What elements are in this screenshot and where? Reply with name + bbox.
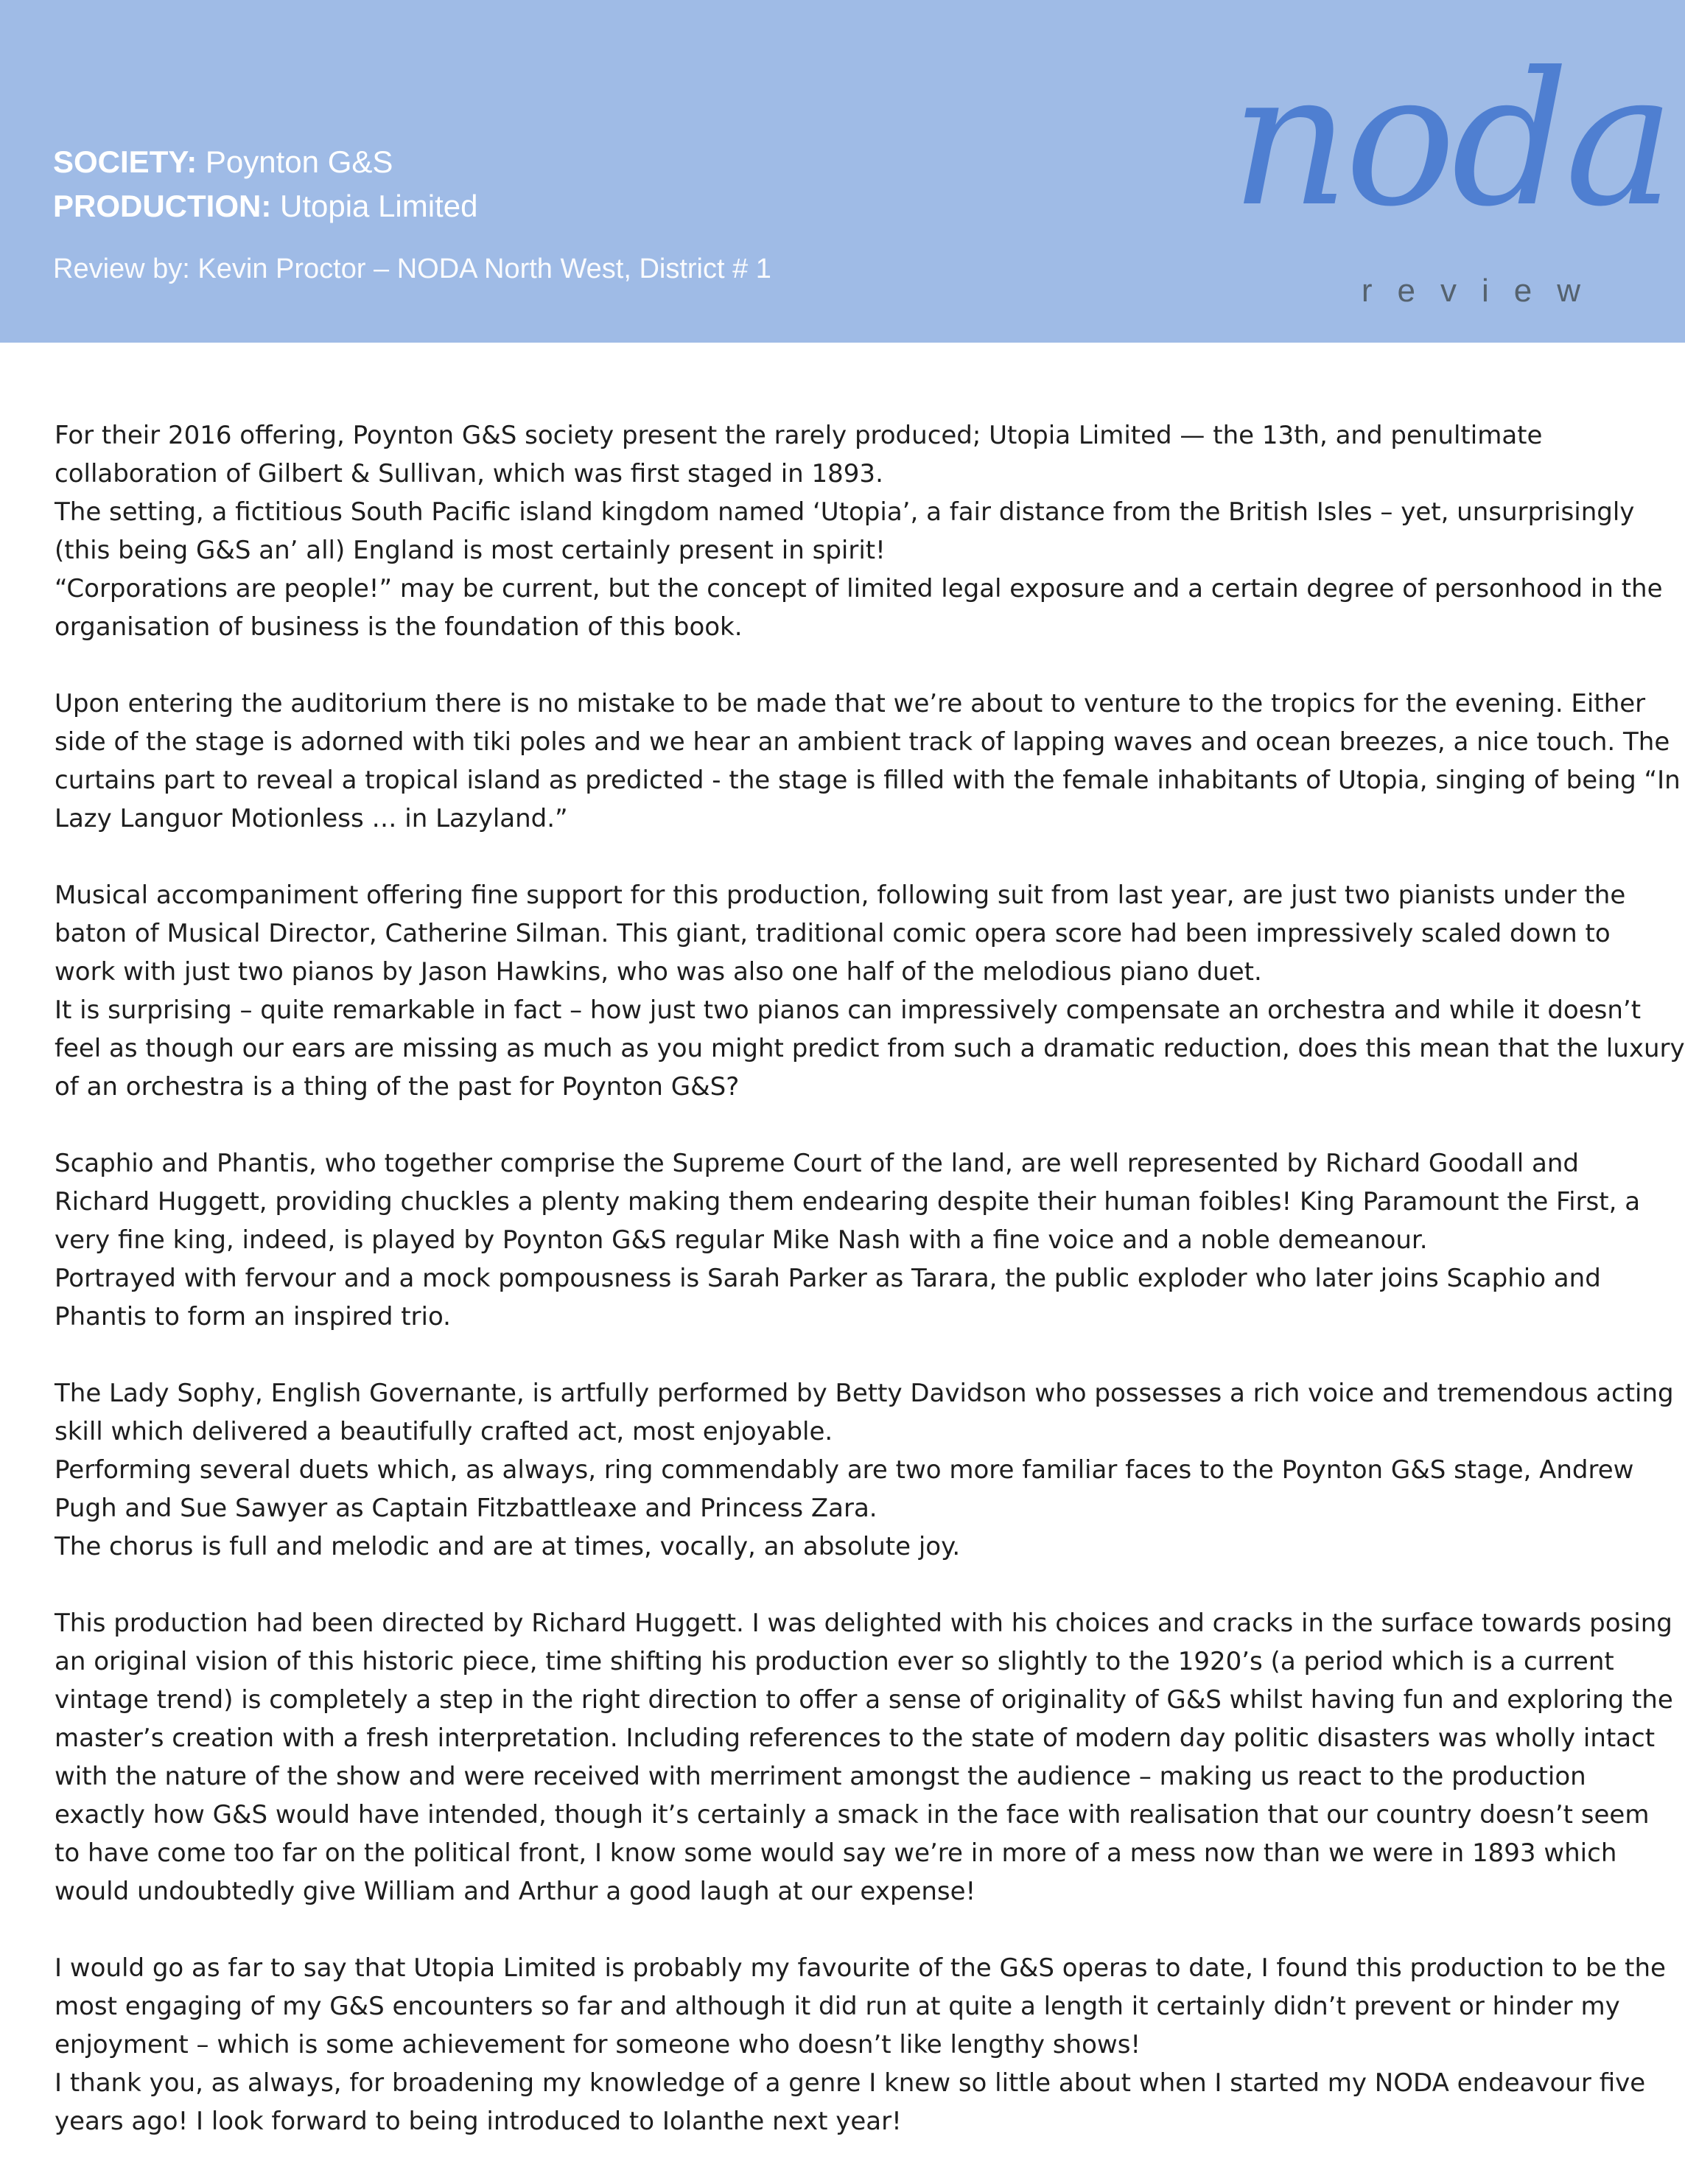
review-paragraph: [55, 416, 1663, 646]
review-meta: [53, 140, 771, 287]
paragraph-line: to have come too far on the political front, I know some would say we’re in more of a mess now than we were in 1893 which: [55, 1838, 1617, 1868]
paragraph-line: Lazy Languor Motionless … in Lazyland.”: [55, 804, 568, 833]
paragraph-line: of an orchestra is a thing of the past for Poynton G&S?: [55, 1072, 740, 1102]
noda-review-logo: [1096, 29, 1670, 324]
paragraph-line: Richard Huggett, providing chuckles a plenty making them endearing despite their human foibles! King Paramount the First, a: [55, 1187, 1641, 1217]
paragraph-line: work with just two pianos by Jason Hawkins, who was also one half of the melodious piano duet.: [55, 957, 1262, 987]
paragraph-line: I thank you, as always, for broadening my knowledge of a genre I knew so little about when I started my NODA endeavour five: [55, 2068, 1646, 2098]
society-label: SOCIETY:: [53, 144, 197, 179]
paragraph-line: It is surprising – quite remarkable in fact – how just two pianos can impressively compensate an orchestra and while it doesn’t: [55, 995, 1642, 1025]
review-paragraph: [55, 1949, 1666, 2141]
paragraph-line: For their 2016 offering, Poynton G&S society present the rarely produced; Utopia Limited — the 13th, and penultimate: [55, 421, 1543, 450]
paragraph-line: Portrayed with fervour and a mock pompousness is Sarah Parker as Tarara, the public exploder who later joins Scaphio and: [55, 1264, 1601, 1293]
paragraph-line: an original vision of this historic piece, time shifting his production ever so slightly to the 1920’s (a period which is a current: [55, 1647, 1614, 1676]
paragraph-line: “Corporations are people!” may be current, but the concept of limited legal exposure and a certain degree of personhood in the: [55, 574, 1663, 603]
paragraph-line: Musical accompaniment offering fine support for this production, following suit from last year, are just two pianists under the: [55, 881, 1626, 910]
paragraph-line: years ago! I look forward to being introduced to Iolanthe next year!: [55, 2107, 902, 2136]
paragraph-line: The chorus is full and melodic and are at times, vocally, an absolute joy.: [55, 1532, 961, 1561]
reviewer-line: Review by: Kevin Proctor – NODA North West, District # 1: [53, 253, 771, 284]
paragraph-line: would undoubtedly give William and Arthur a good laugh at our expense!: [55, 1877, 976, 1906]
noda-logo-word: noda: [1230, 32, 1670, 247]
paragraph-line: with the nature of the show and were received with merriment amongst the audience – making us react to the production: [55, 1762, 1586, 1791]
paragraph-line: master’s creation with a fresh interpretation. Including references to the state of modern day politic disasters was wholly intact: [55, 1723, 1656, 1753]
production-label: PRODUCTION:: [53, 189, 272, 223]
paragraph-line: This production had been directed by Richard Huggett. I was delighted with his choices and cracks in the surface towards posing: [55, 1609, 1672, 1638]
production-line: [53, 184, 771, 228]
paragraph-line: enjoyment – which is some achievement for someone who doesn’t like lengthy shows!: [55, 2030, 1141, 2059]
review-paragraph: [55, 685, 1681, 838]
paragraph-line: The setting, a fictitious South Pacific island kingdom named ‘Utopia’, a fair distance from the British Isles – yet, unsurprisingly: [55, 497, 1635, 527]
paragraph-line: exactly how G&S would have intended, though it’s certainly a smack in the face with realisation that our country doesn’t seem: [55, 1800, 1650, 1830]
paragraph-line: baton of Musical Director, Catherine Silman. This giant, traditional comic opera score had been impressively scaled down to: [55, 919, 1611, 948]
review-paragraph: [55, 1374, 1674, 1566]
paragraph-line: Phantis to form an inspired trio.: [55, 1302, 451, 1331]
review-paragraph: [55, 1604, 1673, 1911]
society-line: [53, 140, 771, 184]
paragraph-line: feel as though our ears are missing as much as you might predict from such a dramatic reduction, does this mean that the luxury: [55, 1034, 1685, 1063]
production-name: Utopia Limited: [280, 189, 478, 223]
paragraph-line: vintage trend) is completely a step in the right direction to offer a sense of originality of G&S whilst having fun and exploring the: [55, 1685, 1673, 1715]
header-band: [0, 0, 1685, 343]
paragraph-line: I would go as far to say that Utopia Limited is probably my favourite of the G&S operas to date, I found this production to be the: [55, 1953, 1666, 1983]
noda-logo-subtitle: review: [1361, 273, 1605, 309]
paragraph-line: very fine king, indeed, is played by Poynton G&S regular Mike Nash with a fine voice and a noble demeanour.: [55, 1225, 1428, 1255]
paragraph-line: Performing several duets which, as always, ring commendably are two more familiar faces to the Poynton G&S stage, Andrew: [55, 1455, 1634, 1485]
paragraph-line: Scaphio and Phantis, who together comprise the Supreme Court of the land, are well represented by Richard Goodall and: [55, 1149, 1579, 1178]
paragraph-line: Upon entering the auditorium there is no mistake to be made that we’re about to venture to the tropics for the evening. Either: [55, 689, 1646, 718]
review-paragraph: [55, 1144, 1641, 1336]
paragraph-line: The Lady Sophy, English Governante, is artfully performed by Betty Davidson who possesses a rich voice and tremendous acting: [55, 1379, 1674, 1408]
paragraph-line: collaboration of Gilbert & Sullivan, which was first staged in 1893.: [55, 459, 883, 489]
paragraph-line: organisation of business is the foundation of this book.: [55, 612, 743, 642]
paragraph-line: curtains part to reveal a tropical island as predicted - the stage is filled with the female inhabitants of Utopia, singing of being “In: [55, 766, 1681, 795]
paragraph-line: skill which delivered a beautifully crafted act, most enjoyable.: [55, 1417, 833, 1446]
paragraph-line: (this being G&S an’ all) England is most certainly present in spirit!: [55, 536, 886, 565]
review-body: [55, 416, 1685, 2141]
paragraph-line: Pugh and Sue Sawyer as Captain Fitzbattleaxe and Princess Zara.: [55, 1494, 877, 1523]
review-paragraph: [55, 876, 1685, 1106]
paragraph-line: most engaging of my G&S encounters so far and although it did run at quite a length it certainly didn’t prevent or hinder my: [55, 1992, 1620, 2021]
society-name: Poynton G&S: [205, 144, 393, 179]
paragraph-line: side of the stage is adorned with tiki poles and we hear an ambient track of lapping waves and ocean breezes, a nice touch. The: [55, 727, 1670, 757]
